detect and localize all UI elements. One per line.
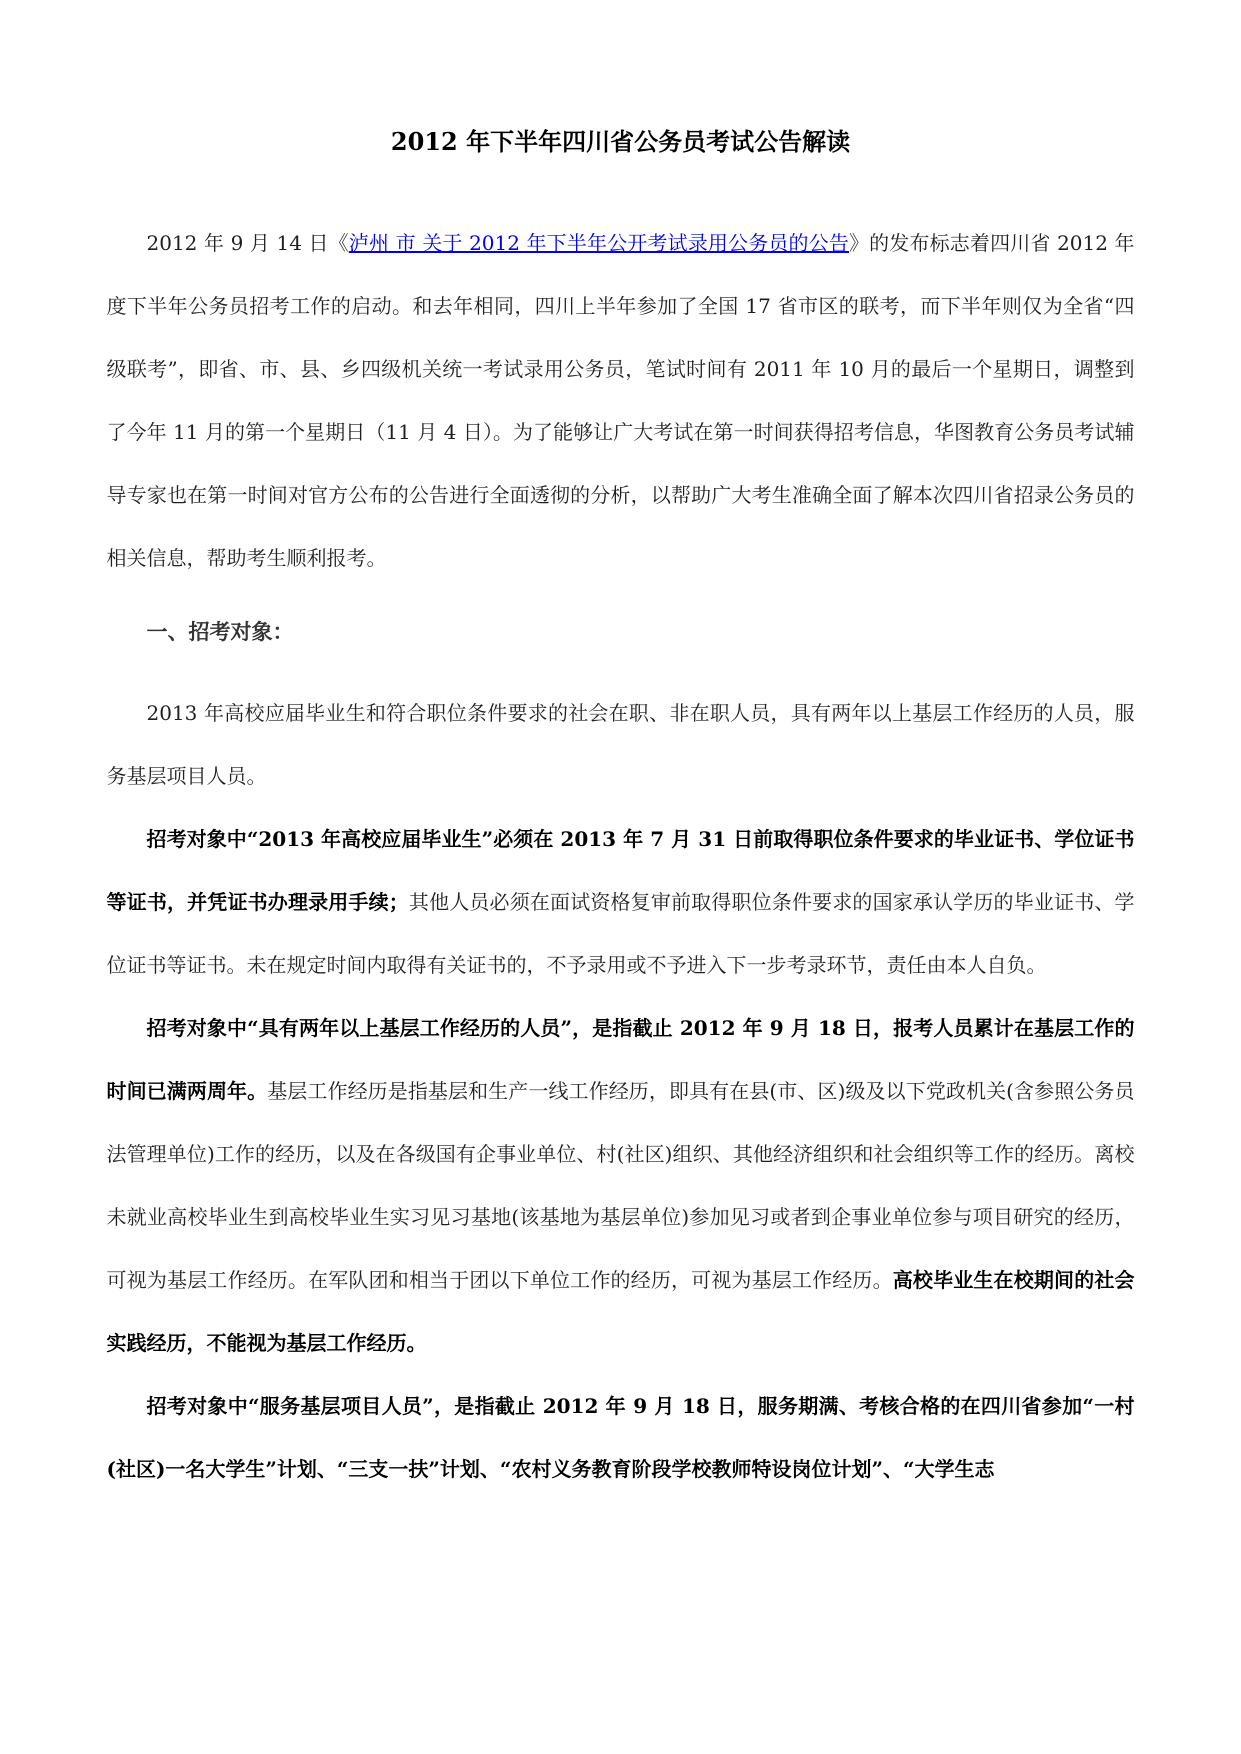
paragraph-service-program-personnel xyxy=(107,1375,1135,1501)
service-program-bold-text: 招考对象中“服务基层项目人员”，是指截止 2012 年 9 月 18 日，服务期满、考核合格的在四川省参加“一村(社区)一名大学生”计划、“三支一扶”计划、“农村义务教育阶段学校教师特设岗位计划”、“大学生志 xyxy=(106,1394,1135,1481)
paragraph-recruitment-targets: 2013 年高校应届毕业生和符合职位条件要求的社会在职、非在职人员，具有两年以上基层工作经历的人员，服务基层项目人员。 xyxy=(106,701,1135,788)
intro-text-before-link: 2012 年 9 月 14 日《 xyxy=(146,231,349,255)
intro-text-after-link: 》的发布标志着四川省 2012 年度下半年公务员招考工作的启动。和去年相同，四川上半年参加了全国 17 省市区的联考，而下半年则仅为全省“四级联考”，即省、市、县、乡四级机关统一考试录用公务员，笔试时间有 2011 年 10 月的最后一个星期日，调整到了今年 11 月的第一个星期日（11 月 4 日）。为了能够让广大考试在第一时间获得招考信息，华图教育公务员考试辅导专家也在第一时间对官方公布的公告进行全面透彻的分析，以帮助广大考生准确全面了解本次四川省招录公务员的相关信息，帮助考生顺利报考。 xyxy=(106,231,1135,570)
section-heading-recruitment-targets: 一、招考对象： xyxy=(146,620,294,644)
graduates-requirement-bold-text: 招考对象中“2013 年高校应届毕业生”必须在 2013 年 7 月 31 日前取得职位条件要求的毕业证书、学位证书等证书，并凭证书办理录用手续； xyxy=(106,827,1135,914)
graduates-requirement-regular-text: 其他人员必须在面试资格复审前取得职位条件要求的国家承认学历的毕业证书、学位证书等证书。未在规定时间内取得有关证书的，不予录用或不予进入下一步考录环节，责任由本人自负。 xyxy=(106,890,1135,977)
document-page xyxy=(107,0,1135,1501)
intro-paragraph xyxy=(107,212,1135,590)
grassroots-experience-bold-lead: 招考对象中“具有两年以上基层工作经历的人员”，是指截止 2012 年 9 月 18 日，报考人员累计在基层工作的时间已满两周年。 xyxy=(106,1016,1135,1103)
document-title: 2012 年下半年四川省公务员考试公告解读 xyxy=(390,127,851,156)
grassroots-experience-body-text: 基层工作经历是指基层和生产一线工作经历，即具有在县(市、区)级及以下党政机关(含参照公务员法管理单位)工作的经历，以及在各级国有企事业单位、村(社区)组织、其他经济组织和社会组织等工作的经历。离校未就业高校毕业生到高校毕业生实习见习基地(该基地为基层单位)参加见习或者到企事业单位参与项目研究的经历，可视为基层工作经历。在军队团和相当于团以下单位工作的经历，可视为基层工作经历。 xyxy=(106,1079,1135,1292)
announcement-link[interactable]: 泸州 市 关于 2012 年下半年公开考试录用公务员的公告 xyxy=(348,231,849,255)
grassroots-experience-bold-tail: 高校毕业生在校期间的社会实践经历，不能视为基层工作经历。 xyxy=(106,1268,1135,1355)
paragraph-grassroots-experience xyxy=(107,997,1135,1375)
paragraph-graduates-requirement xyxy=(107,808,1135,997)
